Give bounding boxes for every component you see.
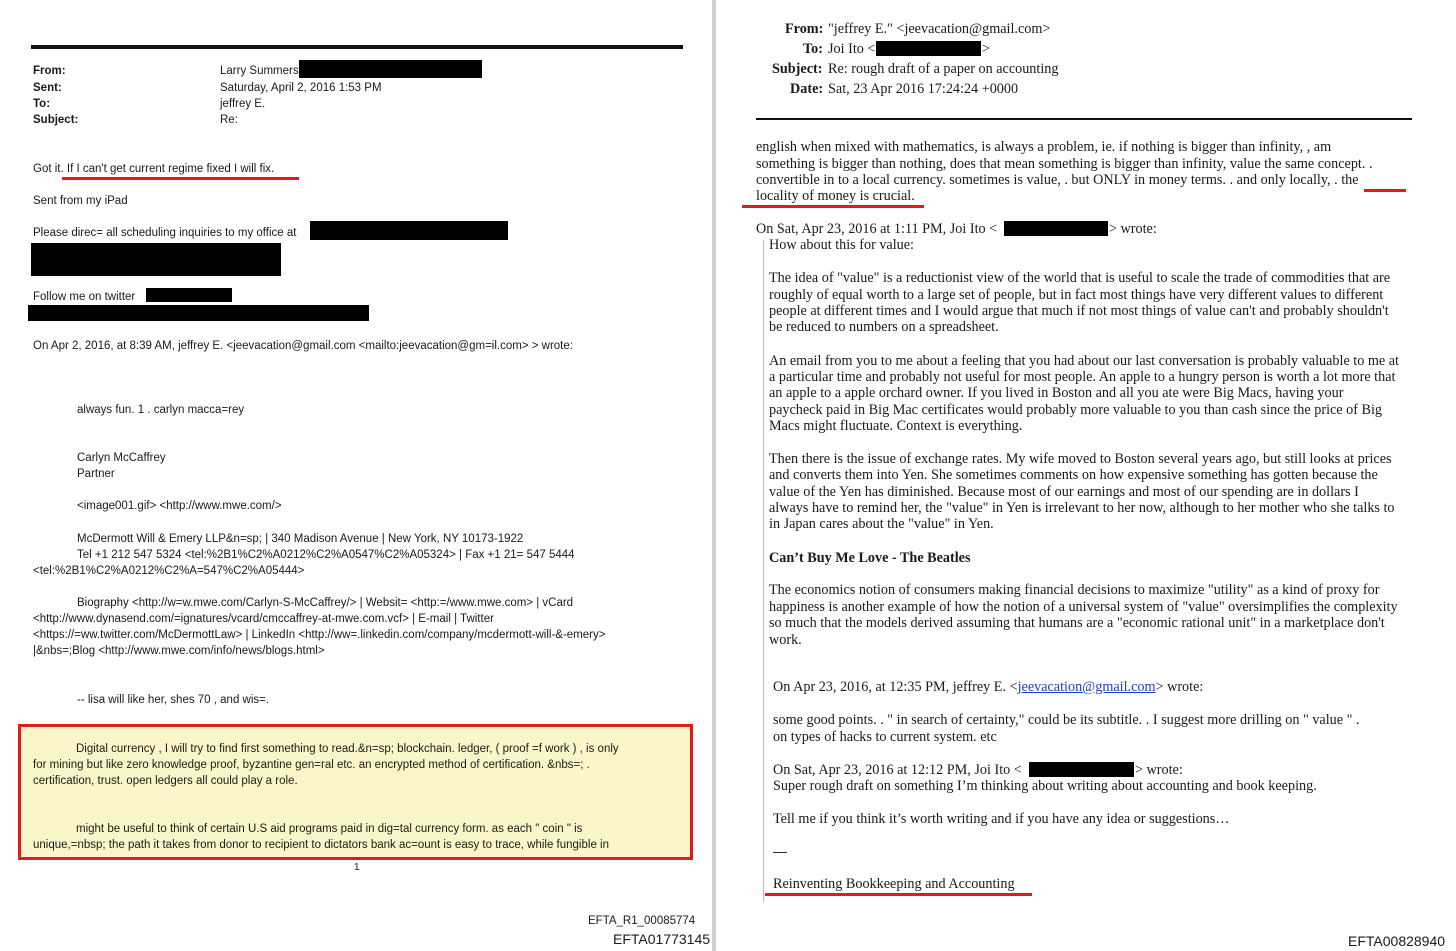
redaction-box xyxy=(876,41,981,56)
from-value: Larry Summers xyxy=(220,65,299,77)
body-line: locality of money is crucial. xyxy=(756,188,915,204)
quoted-line: happiness is another example of how the notion of a universal system of "value" oversimplifies the complexity xyxy=(769,599,1398,615)
highlight-line-4: might be useful to think of certain U.S aid programs paid in dig=tal currency form. as each " coin " is xyxy=(76,823,583,835)
on-wrote-end: > wrote: xyxy=(1109,221,1157,237)
red-underline xyxy=(742,205,924,208)
date-value: Sat, 23 Apr 2016 17:24:24 +0000 xyxy=(828,81,1019,97)
quoted-line: Super rough draft on something I’m thinking about writing about accounting and book keeping. xyxy=(773,778,1317,794)
sent-from-ipad: Sent from my iPad xyxy=(33,195,128,207)
to-label: To: xyxy=(803,41,823,57)
redaction-box xyxy=(310,221,508,240)
sent-value: Saturday, April 2, 2016 1:53 PM xyxy=(220,82,382,94)
signature-bio-2: <http://www.dynasend.com/=ignatures/vcard/cmccaffrey-at-mwe.com.vcf> | E-mail | Twitter xyxy=(33,613,494,625)
left-document-page xyxy=(0,0,712,951)
body-line: something is bigger than nothing, does that mean something is bigger than infinity, value the same concept. . xyxy=(756,156,1373,172)
right-document-page xyxy=(716,0,1456,951)
signature-image: <image001.gif> <http://www.mwe.com/> xyxy=(77,500,282,512)
signature-address: McDermott Will & Emery LLP&n=sp; | 340 Madison Avenue | New York, NY 10173-1922 xyxy=(77,533,524,545)
on-wrote-end: > wrote: xyxy=(1135,762,1183,778)
on-wrote-prefix: On Apr 23, 2016, at 12:35 PM, jeffrey E. < xyxy=(773,679,1018,695)
highlight-line-3: certification, trust. open ledgers all could play a role. xyxy=(33,775,298,787)
redaction-box xyxy=(299,60,482,78)
signature-name: Carlyn McCaffrey xyxy=(77,452,166,464)
subject-value: Re: rough draft of a paper on accounting xyxy=(828,61,1059,77)
redaction-box xyxy=(31,243,281,276)
quoted-line: a particular time and probably not useful for most people. An apple to a hungry person is worth a lot more that xyxy=(769,369,1396,385)
red-underline xyxy=(1364,189,1406,192)
reinventing-title: Reinventing Bookkeeping and Accounting xyxy=(773,876,1015,892)
on-wrote-suffix: > wrote: xyxy=(1155,679,1204,695)
highlight-line-5: unique,=nbsp; the path it takes from donor to recipient to dictators bank ac=ount is easy to trace, while fungible in xyxy=(33,839,609,851)
date-label: Date: xyxy=(790,81,824,97)
got-it-line: Got it. If I can't get current regime fixed I will fix. xyxy=(33,163,275,175)
page-number: 1 xyxy=(354,862,360,873)
subject-label: Subject: xyxy=(33,114,79,126)
quoted-line: Macs might fluctuate. Context is everything. xyxy=(769,418,1023,434)
on-wrote-line: On Sat, Apr 23, 2016 at 1:11 PM, Joi Ito < xyxy=(756,221,998,237)
scheduling-line: Please direc= all scheduling inquiries to my office at xyxy=(33,227,297,239)
quoted-line: An email from you to me about a feeling that you had about our last conversation is probably valuable to me at xyxy=(769,353,1399,369)
redaction-box xyxy=(28,305,369,321)
from-label: From: xyxy=(785,21,824,37)
quoted-line: in Japan cares about the "value" in Yen. xyxy=(769,516,994,532)
bates-number: EFTA01773145 xyxy=(613,931,711,947)
quoted-line: and converts them into Yen. She sometimes comments on how expensive something has gotten because the xyxy=(769,467,1378,483)
lisa-line: -- lisa will like her, shes 70 , and wis=. xyxy=(77,694,270,706)
quoted-line: some good points. . " in search of certainty," could be its subtitle. . I suggest more drilling on " value " . xyxy=(773,712,1360,728)
redaction-box xyxy=(1029,762,1134,777)
to-value: jeffrey E. xyxy=(220,98,266,110)
quoted-line: Then there is the issue of exchange rates. My wife moved to Boston several years ago, but still looks at prices xyxy=(769,451,1392,467)
bates-number: EFTA00828940 xyxy=(1348,933,1446,949)
quoted-line: value of the Yen has diminished. Because most of our earnings and most of our spending are in dollars I xyxy=(769,484,1359,500)
always-fun-line: always fun. 1 . carlyn macca=rey xyxy=(77,404,245,416)
quoted-line: Tell me if you think it’s worth writing and if you have any idea or suggestions… xyxy=(773,811,1230,827)
quoted-line: an apple to a apple orchard owner. If you lived in Boston and all you ate were Big Macs, having your xyxy=(769,385,1344,401)
signature-title: Partner xyxy=(77,468,115,480)
bates-number-small: EFTA_R1_00085774 xyxy=(588,915,696,927)
quoted-line: always have to remind her, the "value" in Yen is irrelevant to her now, although to her mother who she talks to xyxy=(769,500,1395,516)
quoted-line: be reduced to numbers on a spreadsheet. xyxy=(769,319,999,335)
redaction-box xyxy=(1004,221,1108,236)
quoted-line: work. xyxy=(769,632,802,648)
body-line: english when mixed with mathematics, is always a problem, ie. if nothing is bigger than infinity, , am xyxy=(756,139,1332,155)
signature-tel-cont: <tel:%2B1%C2%A0212%C2%A=547%C2%A05444> xyxy=(33,565,305,577)
from-label: From: xyxy=(33,65,66,77)
quoted-line: people at different times and I would argue that much if not most things of value can't and probably shouldn't xyxy=(769,303,1389,319)
highlight-box xyxy=(18,724,693,860)
signature-dash: — xyxy=(773,843,787,859)
quoted-line: The idea of "value" is a reductionist view of the world that is useful to scale the trade of commodities that are xyxy=(769,270,1391,286)
from-value: "jeffrey E." <jeevacation@gmail.com> xyxy=(828,21,1051,37)
quoted-line: on types of hacks to current system. etc xyxy=(773,729,997,745)
subject-value: Re: xyxy=(220,114,238,126)
subject-label: Subject: xyxy=(772,61,823,77)
follow-twitter: Follow me on twitter xyxy=(33,291,136,303)
signature-tel: Tel +1 212 547 5324 <tel:%2B1%C2%A0212%C2%A0547%C2%A05324> | Fax +1 21= 547 5444 xyxy=(77,549,575,561)
signature-bio-1: Biography <http://w=w.mwe.com/Carlyn-S-McCaffrey/> | Websit= <http:=/www.mwe.com> | vCard xyxy=(77,597,574,609)
on-wrote-line: On Sat, Apr 23, 2016 at 12:12 PM, Joi Ito < xyxy=(773,762,1022,778)
email-link[interactable]: jeevacation@gmail.com xyxy=(1017,679,1156,695)
body-line: convertible in to a local currency. sometimes is value, . but ONLY in money terms. . and only locally, . the xyxy=(756,172,1359,188)
quoted-line: roughly of equal worth to a large set of people, but in fact most things have very different values to different xyxy=(769,287,1384,303)
quoted-line: paycheck paid in Big Mac certificates would probably more valuable to you than cash since the price of Big xyxy=(769,402,1383,418)
quoted-line: How about this for value: xyxy=(769,237,914,253)
header-rule xyxy=(31,45,683,49)
to-label: To: xyxy=(33,98,51,110)
sent-label: Sent: xyxy=(33,82,62,94)
highlight-line-2: for mining but like zero knowledge proof, byzantine gen=ral etc. an encrypted method of certification. &nbs=; . xyxy=(33,759,590,771)
beatles-heading: Can’t Buy Me Love - The Beatles xyxy=(769,550,971,566)
on-wrote-line: On Apr 2, 2016, at 8:39 AM, jeffrey E. <jeevacation@gmail.com <mailto:jeevacation@gm=il.com> > wrote: xyxy=(33,340,573,352)
red-underline xyxy=(765,893,1032,896)
quoted-line: The economics notion of consumers making financial decisions to maximize "utility" as a kind of proxy for xyxy=(769,582,1380,598)
to-value: Joi Ito < xyxy=(828,41,876,57)
signature-bio-4: |&nbs=;Blog <http://www.mwe.com/info/news/blogs.html> xyxy=(33,645,325,657)
header-rule xyxy=(756,118,1412,120)
red-underline xyxy=(62,177,299,180)
highlight-line-1: Digital currency , I will try to find first something to read.&n=sp; blockchain. ledger, ( proof =f work ) , is only xyxy=(76,743,619,755)
quoted-line: so much that the models derived assuming that humans are a "economic rational unit" in a marketplace don't xyxy=(769,615,1385,631)
quote-bar xyxy=(763,240,764,902)
signature-bio-3: <https://=ww.twitter.com/McDermottLaw> | LinkedIn <http://ww=.linkedin.com/company/mcdermott-will-&-emery> xyxy=(33,629,606,641)
to-value-end: > xyxy=(982,41,991,57)
on-wrote-line xyxy=(773,679,1203,695)
redaction-box xyxy=(146,288,232,302)
